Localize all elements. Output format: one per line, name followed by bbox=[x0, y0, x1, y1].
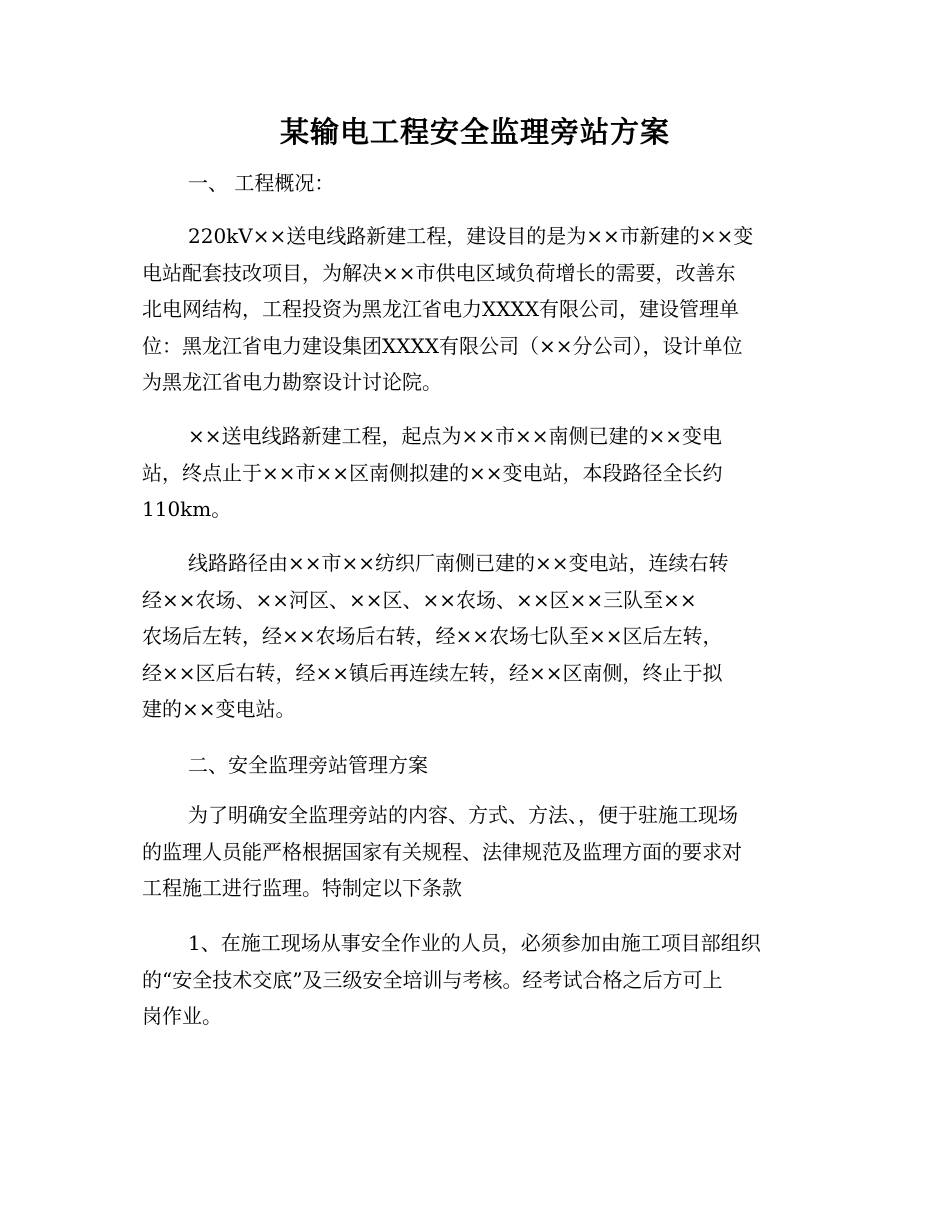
section-heading-overview: 一、 工程概况： bbox=[188, 171, 335, 195]
paragraph-line: 岗作业。 bbox=[142, 1004, 222, 1028]
paragraph-line: 的监理人员能严格根据国家有关规程、法律规范及监理方面的要求对 bbox=[142, 839, 742, 864]
paragraph-line: 工程施工进行监理。特制定以下条款 bbox=[142, 876, 462, 900]
paragraph-line: 1、在施工现场从事安全作业的人员，必须参加由施工项目部组织 bbox=[188, 931, 761, 955]
paragraph-line: 为黑龙江省电力勘察设计讨论院。 bbox=[142, 370, 442, 394]
paragraph-line: 的“安全技术交底”及三级安全培训与考核。经考试合格之后方可上 bbox=[142, 967, 723, 992]
paragraph-clause-1 bbox=[142, 925, 806, 1035]
paragraph-route-endpoints bbox=[142, 418, 806, 528]
paragraph-line: 农场后左转，经××农场后右转，经××农场七队至××区后左转， bbox=[142, 624, 723, 648]
paragraph-project-intro bbox=[142, 218, 806, 401]
paragraph-route-path bbox=[142, 545, 806, 728]
paragraph-line: 位：黑龙江省电力建设集团XXXX有限公司（××分公司），设计单位 bbox=[142, 333, 743, 358]
paragraph-line: 建的××变电站。 bbox=[142, 697, 296, 721]
paragraph-line: ××送电线路新建工程，起点为××市××南侧已建的××变电 bbox=[188, 424, 723, 448]
paragraph-line: 220kV××送电线路新建工程，建设目的是为××市新建的××变 bbox=[188, 224, 754, 248]
document-title: 某输电工程安全监理旁站方案 bbox=[279, 115, 670, 149]
paragraph-line: 110km。 bbox=[142, 497, 232, 521]
paragraph-line: 经××农场、××河区、××区、××农场、××区××三队至×× bbox=[142, 587, 697, 612]
paragraph-line: 为了明确安全监理旁站的内容、方式、方法、，便于驻施工现场 bbox=[188, 803, 738, 827]
section-heading-supervision: 二、安全监理旁站管理方案 bbox=[188, 753, 428, 777]
paragraph-line: 经××区后右转，经××镇后再连续左转，经××区南侧，终止于拟 bbox=[142, 660, 723, 685]
paragraph-line: 电站配套技改项目，为解决××市供电区域负荷增长的需要，改善东 bbox=[142, 260, 736, 285]
paragraph-line: 北电网结构，工程投资为黑龙江省电力XXXX有限公司，建设管理单 bbox=[142, 297, 739, 321]
paragraph-line: 站，终点止于××市××区南侧拟建的××变电站，本段路径全长约 bbox=[142, 460, 723, 485]
paragraph-line: 线路路径由××市××纺织厂南侧已建的××变电站，连续右转 bbox=[188, 551, 729, 575]
paragraph-supervision-purpose bbox=[142, 797, 806, 907]
